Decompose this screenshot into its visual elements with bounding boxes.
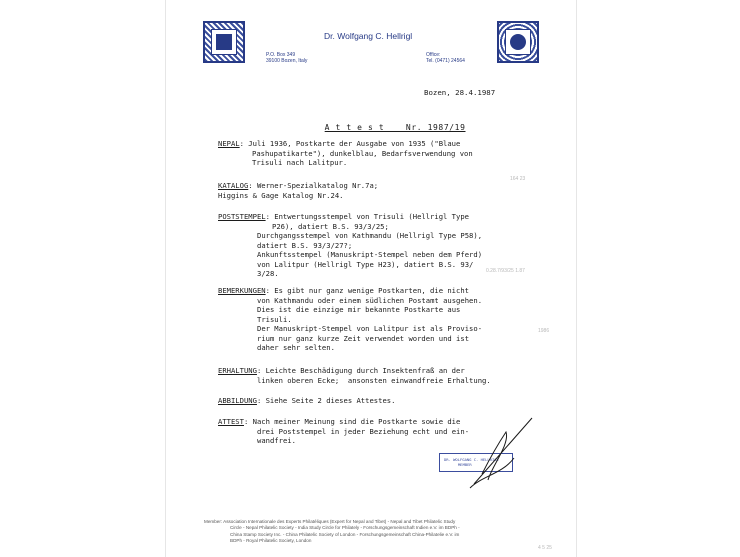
- section-label: KATALOG: [218, 181, 249, 190]
- seal-line-2: MEMBER: [458, 462, 472, 467]
- section-line: Durchgangsstempel von Kathmandu (Hellrigl Type P58),: [257, 231, 483, 240]
- seal-line-1: DR. WOLFGANG C. HELLRIGL: [444, 457, 499, 462]
- left-stamp-icon: [203, 21, 245, 63]
- section-line: Trisuli nach Lalitpur.: [252, 158, 348, 167]
- section-line: von Kathmandu oder einem südlichen Postamt ausgehen.: [257, 295, 483, 305]
- office-label: Office:: [426, 52, 441, 58]
- office-tel: Tel. (0471) 24564: [426, 58, 465, 64]
- section-line: Ankunftsstempel (Manuskript-Stempel neben dem Pferd): [257, 250, 483, 259]
- section-label: ERHALTUNG: [218, 366, 257, 375]
- footer-line: Member: Association Internationale des Experts Philatéliques (Expert for Nepal and Tibet) - Nepal and Tibet Philatelic Study: [204, 519, 456, 524]
- certificate-sheet: [166, 0, 576, 557]
- section-label: ABBILDUNG: [218, 396, 257, 405]
- section-line: Leichte Beschädigung durch Insektenfraß an der: [265, 366, 465, 375]
- section-bemerkungen: BEMERKUNGEN: Es gibt nur ganz wenige Postkarten, die nicht: [218, 286, 469, 295]
- section-attest: ATTEST: Nach meiner Meinung sind die Postkarte sowie die: [218, 417, 461, 426]
- section-line: Entwertungsstempel von Trisuli (Hellrigl Type: [274, 212, 469, 221]
- document-date: Bozen, 28.4.1987: [424, 88, 496, 97]
- section-line: Nach meiner Meinung sind die Postkarte sowie die: [252, 417, 461, 426]
- pencil-note: 0.28.7/93/25 1.87: [486, 268, 525, 274]
- section-line: von Lalitpur (Hellrigl Type H23), datiert B.S. 93/: [257, 259, 474, 269]
- attest-title: [303, 114, 466, 141]
- section-line: rium nur ganz kurze Zeit verwendet worden und ist: [257, 333, 470, 343]
- letterhead-name: Dr. Wolfgang C. Hellrigl: [324, 31, 413, 41]
- section-erhaltung: ERHALTUNG: Leichte Beschädigung durch Insektenfraß an der: [218, 366, 465, 375]
- section-katalog: KATALOG: Werner-Spezialkatalog Nr.7a;: [218, 181, 379, 190]
- section-line: drei Poststempel in jeder Beziehung echt und ein-: [257, 426, 470, 436]
- footer-line: BDPh - Royal Philatelic Society, London: [230, 538, 312, 544]
- section-line: Werner-Spezialkatalog Nr.7a;: [256, 181, 379, 190]
- section-line: wandfrei.: [257, 436, 296, 445]
- section-abbildung: ABBILDUNG: Siehe Seite 2 dieses Attestes.: [218, 396, 396, 405]
- section-line: Pashupatikarte"), dunkelblau, Bedarfsverwendung von: [252, 148, 473, 158]
- section-nepal: NEPAL: Juli 1936, Postkarte der Ausgabe von 1935 ("Blaue: [218, 139, 461, 148]
- section-line: Juli 1936, Postkarte der Ausgabe von 1935 ("Blaue: [248, 139, 461, 148]
- section-label: ATTEST: [218, 417, 244, 426]
- section-line: linken oberen Ecke; ansonsten einwandfreie Erhaltung.: [257, 375, 491, 385]
- section-poststempel: POSTSTEMPEL: Entwertungsstempel von Trisuli (Hellrigl Type: [218, 212, 469, 221]
- section-line: Higgins & Gage Katalog Nr.24.: [218, 191, 344, 200]
- section-label: NEPAL: [218, 139, 240, 148]
- section-line: Siehe Seite 2 dieses Attestes.: [265, 396, 396, 405]
- section-line: datiert B.S. 93/3/27?;: [257, 240, 353, 250]
- footer-line: Circle - Nepal Philatelic Society - India Study Circle for Philately - Forschungsgemeinschaft Indien e.V. im BDPh -: [230, 525, 460, 531]
- section-label: POSTSTEMPEL: [218, 212, 266, 221]
- pencil-note: 1986: [538, 328, 550, 334]
- signature-icon: [462, 414, 552, 494]
- section-line: daher sehr selten.: [257, 343, 335, 352]
- section-line: 3/28.: [257, 269, 279, 278]
- section-line: Der Manuskript-Stempel von Lalitpur ist als Proviso-: [257, 324, 483, 333]
- address-line-1: P.O. Box 349: [266, 52, 296, 58]
- address-line-2: 39100 Bozen, Italy: [266, 58, 308, 64]
- right-stamp-icon: [497, 21, 539, 63]
- section-line: Es gibt nur ganz wenige Postkarten, die nicht: [274, 286, 469, 295]
- pencil-note: 4 5 25: [538, 545, 552, 551]
- pencil-note: 164 23: [510, 176, 526, 182]
- footer-line: China Stamp Society Inc. - China Philatelic Society of London - Forschungsgemeinschaft China-Philatelie e.V. im: [230, 531, 460, 537]
- section-line: P26), datiert B.S. 93/3/25;: [272, 221, 389, 231]
- section-label: BEMERKUNGEN: [218, 286, 266, 295]
- section-line: Trisuli.: [257, 314, 292, 324]
- section-line: Dies ist die einzige mir bekannte Postkarte aus: [257, 305, 461, 314]
- attest-title-text: A t t e s t Nr. 1987/19: [324, 123, 466, 132]
